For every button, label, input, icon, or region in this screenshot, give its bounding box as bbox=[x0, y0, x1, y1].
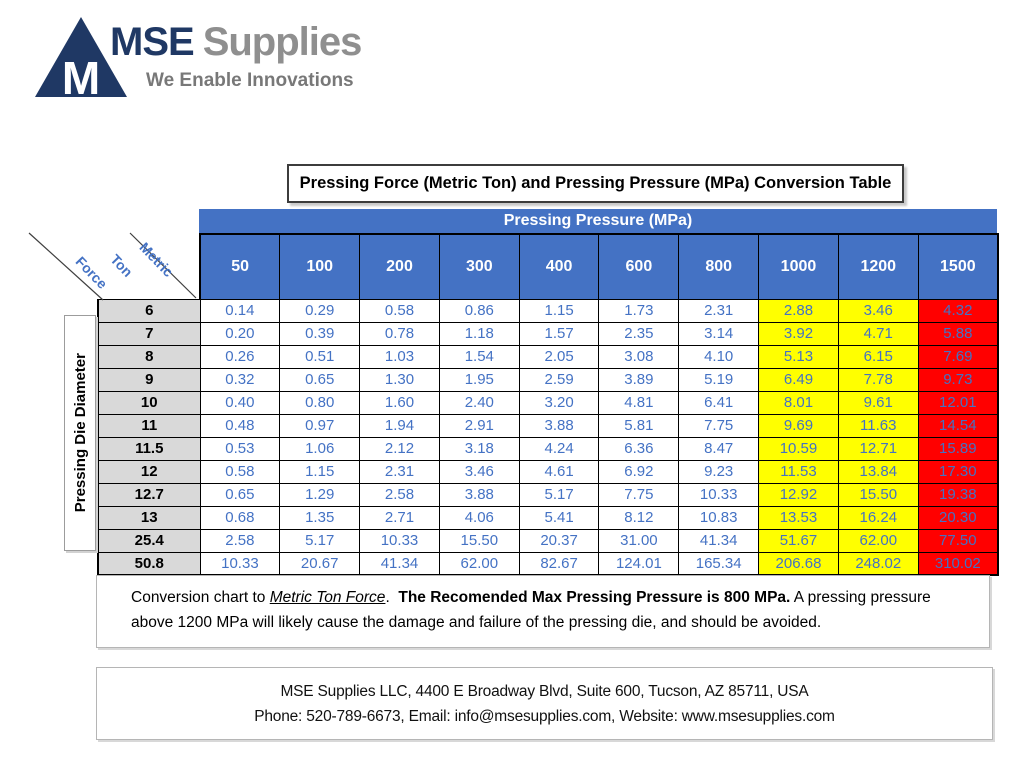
conversion-table bbox=[97, 233, 999, 576]
table-row-8 bbox=[98, 345, 998, 368]
table-cell: 7.78 bbox=[838, 368, 918, 391]
table-cell: 4.32 bbox=[918, 299, 998, 322]
table-row-11 bbox=[98, 414, 998, 437]
table-cell: 12.01 bbox=[918, 391, 998, 414]
table-cell: 8.12 bbox=[599, 506, 679, 529]
table-cell: 0.32 bbox=[200, 368, 280, 391]
table-cell: 31.00 bbox=[599, 529, 679, 552]
footer-contact-box bbox=[96, 667, 993, 740]
table-cell: 14.54 bbox=[918, 414, 998, 437]
table-cell: 7.75 bbox=[679, 414, 759, 437]
column-header-300: 300 bbox=[439, 234, 519, 299]
column-header-1000: 1000 bbox=[759, 234, 839, 299]
row-label-11: 11 bbox=[98, 414, 200, 437]
table-cell: 3.14 bbox=[679, 322, 759, 345]
row-label-12: 12 bbox=[98, 460, 200, 483]
table-cell: 0.80 bbox=[280, 391, 360, 414]
table-cell: 0.40 bbox=[200, 391, 280, 414]
table-cell: 2.91 bbox=[439, 414, 519, 437]
table-cell: 1.15 bbox=[519, 299, 599, 322]
table-cell: 5.81 bbox=[599, 414, 679, 437]
row-label-11.5: 11.5 bbox=[98, 437, 200, 460]
table-cell: 4.81 bbox=[599, 391, 679, 414]
row-label-8: 8 bbox=[98, 345, 200, 368]
note-suffix: A pressing pressure above 1200 MPa will likely cause the damage and failure of the pressing die, and should be avoided. bbox=[131, 589, 931, 631]
table-cell: 13.53 bbox=[759, 506, 839, 529]
table-cell: 2.12 bbox=[360, 437, 440, 460]
note-bold-recommendation: The Recomended Max Pressing Pressure is 800 MPa. bbox=[398, 589, 791, 606]
table-cell: 3.20 bbox=[519, 391, 599, 414]
table-cell: 20.30 bbox=[918, 506, 998, 529]
table-cell: 1.18 bbox=[439, 322, 519, 345]
table-cell: 2.31 bbox=[360, 460, 440, 483]
row-label-10: 10 bbox=[98, 391, 200, 414]
table-row-50.8 bbox=[98, 552, 998, 575]
table-cell: 1.73 bbox=[599, 299, 679, 322]
table-cell: 4.24 bbox=[519, 437, 599, 460]
table-cell: 9.73 bbox=[918, 368, 998, 391]
table-cell: 3.89 bbox=[599, 368, 679, 391]
table-cell: 3.46 bbox=[439, 460, 519, 483]
row-label-9: 9 bbox=[98, 368, 200, 391]
table-cell: 0.20 bbox=[200, 322, 280, 345]
table-row-9 bbox=[98, 368, 998, 391]
table-cell: 248.02 bbox=[838, 552, 918, 575]
table-cell: 0.86 bbox=[439, 299, 519, 322]
table-cell: 206.68 bbox=[759, 552, 839, 575]
table-cell: 9.61 bbox=[838, 391, 918, 414]
table-cell: 0.97 bbox=[280, 414, 360, 437]
column-header-200: 200 bbox=[360, 234, 440, 299]
table-cell: 1.94 bbox=[360, 414, 440, 437]
table-cell: 1.60 bbox=[360, 391, 440, 414]
table-cell: 10.33 bbox=[360, 529, 440, 552]
table-cell: 1.35 bbox=[280, 506, 360, 529]
table-cell: 3.88 bbox=[519, 414, 599, 437]
table-cell: 11.63 bbox=[838, 414, 918, 437]
table-cell: 8.47 bbox=[679, 437, 759, 460]
footer-contact: Phone: 520-789-6673, Email: info@msesupplies.com, Website: www.msesupplies.com bbox=[254, 708, 835, 725]
footer-address: MSE Supplies LLC, 4400 E Broadway Blvd, Suite 600, Tucson, AZ 85711, USA bbox=[280, 683, 809, 700]
table-cell: 5.88 bbox=[918, 322, 998, 345]
table-cell: 0.58 bbox=[200, 460, 280, 483]
table-cell: 4.06 bbox=[439, 506, 519, 529]
table-cell: 20.37 bbox=[519, 529, 599, 552]
column-header-600: 600 bbox=[599, 234, 679, 299]
table-cell: 0.29 bbox=[280, 299, 360, 322]
brand-tagline: We Enable Innovations bbox=[146, 70, 354, 91]
row-label-50.8: 50.8 bbox=[98, 552, 200, 575]
table-cell: 3.08 bbox=[599, 345, 679, 368]
table-cell: 1.30 bbox=[360, 368, 440, 391]
table-cell: 19.38 bbox=[918, 483, 998, 506]
brand-name bbox=[110, 20, 361, 65]
table-cell: 2.58 bbox=[360, 483, 440, 506]
table-cell: 2.40 bbox=[439, 391, 519, 414]
table-row-13 bbox=[98, 506, 998, 529]
table-cell: 1.54 bbox=[439, 345, 519, 368]
table-cell: 15.50 bbox=[439, 529, 519, 552]
table-cell: 2.88 bbox=[759, 299, 839, 322]
table-cell: 5.19 bbox=[679, 368, 759, 391]
table-cell: 4.10 bbox=[679, 345, 759, 368]
table-cell: 1.06 bbox=[280, 437, 360, 460]
table-cell: 15.50 bbox=[838, 483, 918, 506]
row-label-6: 6 bbox=[98, 299, 200, 322]
table-cell: 1.03 bbox=[360, 345, 440, 368]
table-cell: 41.34 bbox=[360, 552, 440, 575]
table-cell: 5.41 bbox=[519, 506, 599, 529]
table-cell: 2.35 bbox=[599, 322, 679, 345]
table-cell: 10.33 bbox=[679, 483, 759, 506]
table-cell: 51.67 bbox=[759, 529, 839, 552]
column-header-1500: 1500 bbox=[918, 234, 998, 299]
die-diameter-axis-label: Pressing Die Diameter bbox=[71, 353, 89, 513]
die-diameter-axis-box bbox=[64, 315, 96, 551]
table-cell: 77.50 bbox=[918, 529, 998, 552]
table-cell: 10.83 bbox=[679, 506, 759, 529]
table-cell: 4.71 bbox=[838, 322, 918, 345]
table-cell: 1.57 bbox=[519, 322, 599, 345]
table-cell: 6.49 bbox=[759, 368, 839, 391]
row-label-12.7: 12.7 bbox=[98, 483, 200, 506]
table-cell: 0.39 bbox=[280, 322, 360, 345]
table-cell: 5.17 bbox=[280, 529, 360, 552]
table-row-12 bbox=[98, 460, 998, 483]
corner-diagonal-header bbox=[22, 230, 202, 302]
row-label-25.4: 25.4 bbox=[98, 529, 200, 552]
table-row-10 bbox=[98, 391, 998, 414]
table-cell: 16.24 bbox=[838, 506, 918, 529]
table-row-25.4 bbox=[98, 529, 998, 552]
column-header-1200: 1200 bbox=[838, 234, 918, 299]
table-cell: 0.58 bbox=[360, 299, 440, 322]
table-cell: 15.89 bbox=[918, 437, 998, 460]
table-cell: 3.88 bbox=[439, 483, 519, 506]
table-cell: 0.65 bbox=[200, 483, 280, 506]
table-cell: 2.31 bbox=[679, 299, 759, 322]
table-cell: 62.00 bbox=[439, 552, 519, 575]
column-header-400: 400 bbox=[519, 234, 599, 299]
table-cell: 9.23 bbox=[679, 460, 759, 483]
table-cell: 3.46 bbox=[838, 299, 918, 322]
table-cell: 2.58 bbox=[200, 529, 280, 552]
corner-label-ton: Ton bbox=[107, 251, 136, 280]
column-header-50: 50 bbox=[200, 234, 280, 299]
table-cell: 7.69 bbox=[918, 345, 998, 368]
table-cell: 8.01 bbox=[759, 391, 839, 414]
table-row-7 bbox=[98, 322, 998, 345]
table-cell: 13.84 bbox=[838, 460, 918, 483]
table-cell: 3.92 bbox=[759, 322, 839, 345]
table-cell: 0.65 bbox=[280, 368, 360, 391]
table-cell: 0.68 bbox=[200, 506, 280, 529]
table-cell: 0.53 bbox=[200, 437, 280, 460]
table-cell: 11.53 bbox=[759, 460, 839, 483]
corner-label-force: Force bbox=[72, 253, 111, 292]
table-cell: 41.34 bbox=[679, 529, 759, 552]
row-label-7: 7 bbox=[98, 322, 200, 345]
table-cell: 1.29 bbox=[280, 483, 360, 506]
table-cell: 0.26 bbox=[200, 345, 280, 368]
table-cell: 2.71 bbox=[360, 506, 440, 529]
table-cell: 12.92 bbox=[759, 483, 839, 506]
table-cell: 0.48 bbox=[200, 414, 280, 437]
table-cell: 62.00 bbox=[838, 529, 918, 552]
table-cell: 0.78 bbox=[360, 322, 440, 345]
column-header-100: 100 bbox=[280, 234, 360, 299]
table-cell: 9.69 bbox=[759, 414, 839, 437]
table-cell: 4.61 bbox=[519, 460, 599, 483]
table-cell: 20.67 bbox=[280, 552, 360, 575]
table-cell: 10.59 bbox=[759, 437, 839, 460]
table-cell: 165.34 bbox=[679, 552, 759, 575]
table-cell: 5.17 bbox=[519, 483, 599, 506]
logo-monogram: M bbox=[61, 52, 101, 98]
pressure-axis-header: Pressing Pressure (MPa) bbox=[199, 209, 997, 233]
column-header-800: 800 bbox=[679, 234, 759, 299]
row-label-13: 13 bbox=[98, 506, 200, 529]
note-text bbox=[96, 575, 990, 648]
table-cell: 1.95 bbox=[439, 368, 519, 391]
table-row-11.5 bbox=[98, 437, 998, 460]
table-cell: 6.15 bbox=[838, 345, 918, 368]
page-title: Pressing Force (Metric Ton) and Pressing Pressure (MPa) Conversion Table bbox=[287, 164, 904, 203]
note-separator: . bbox=[385, 589, 399, 606]
table-cell: 3.18 bbox=[439, 437, 519, 460]
table-cell: 124.01 bbox=[599, 552, 679, 575]
note-metric-ton-force: Metric Ton Force bbox=[269, 589, 386, 606]
table-cell: 0.51 bbox=[280, 345, 360, 368]
table-cell: 1.15 bbox=[280, 460, 360, 483]
table-cell: 12.71 bbox=[838, 437, 918, 460]
table-cell: 2.59 bbox=[519, 368, 599, 391]
table-cell: 6.36 bbox=[599, 437, 679, 460]
brand-name-primary: MSE bbox=[110, 20, 194, 64]
table-row-6 bbox=[98, 299, 998, 322]
table-cell: 82.67 bbox=[519, 552, 599, 575]
corner-label-metric: Metric bbox=[136, 239, 177, 280]
table-cell: 0.14 bbox=[200, 299, 280, 322]
table-cell: 10.33 bbox=[200, 552, 280, 575]
table-row-12.7 bbox=[98, 483, 998, 506]
table-cell: 6.41 bbox=[679, 391, 759, 414]
table-cell: 310.02 bbox=[918, 552, 998, 575]
table-cell: 5.13 bbox=[759, 345, 839, 368]
table-cell: 7.75 bbox=[599, 483, 679, 506]
brand-name-secondary: Supplies bbox=[202, 20, 362, 64]
note-prefix: Conversion chart to bbox=[131, 589, 270, 606]
table-cell: 2.05 bbox=[519, 345, 599, 368]
table-cell: 6.92 bbox=[599, 460, 679, 483]
table-cell: 17.30 bbox=[918, 460, 998, 483]
